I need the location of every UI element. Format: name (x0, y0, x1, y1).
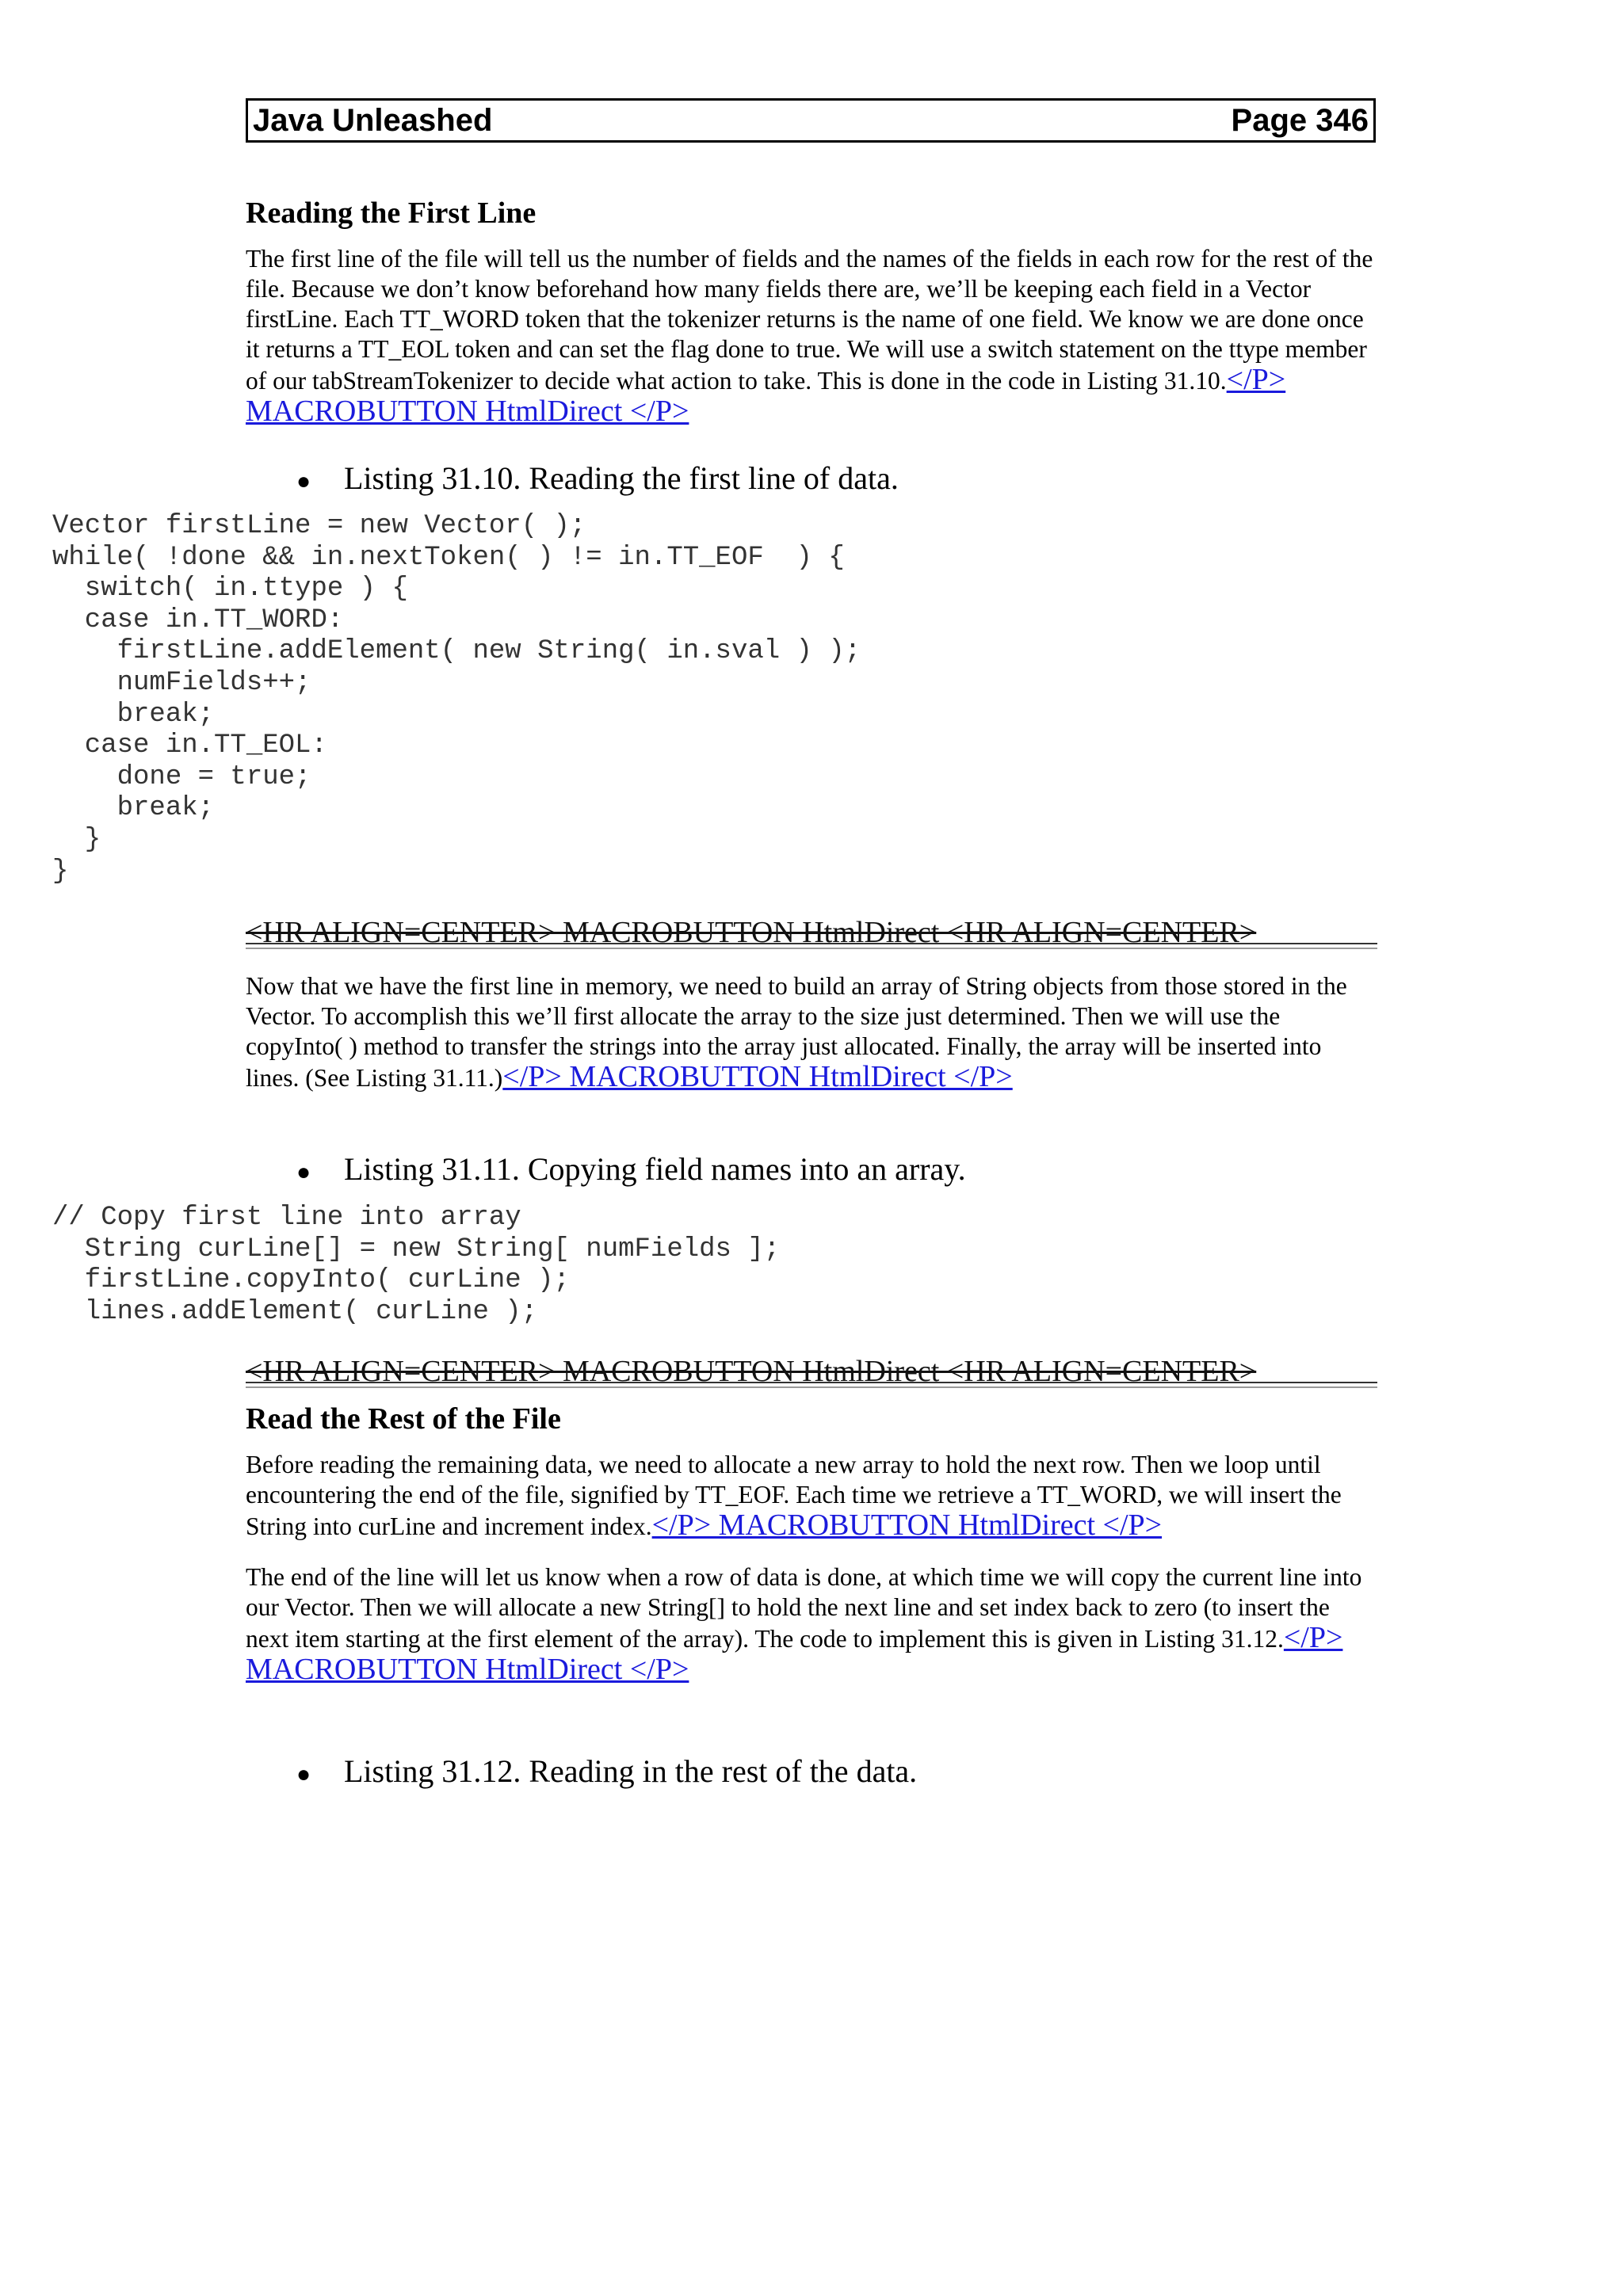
macrobutton-link[interactable]: </P> MACROBUTTON HtmlDirect </P> (651, 1508, 1163, 1542)
listing-caption-text: Listing 31.10. Reading the first line of data. (344, 460, 899, 496)
listing-caption-text: Listing 31.11. Copying field names into an array. (344, 1151, 966, 1187)
code-listing: Vector firstLine = new Vector( ); while( !done && in.nextToken( ) != in.TT_EOF ) { switch( in.ttype ) { case in.TT_WORD: firstLine.addElement( new String( in.sval ) ); numFields++; break; case in.TT_EOL: done = true; break; } } (52, 511, 861, 887)
bullet-icon: ● (296, 467, 311, 494)
listing-caption (296, 1150, 966, 1192)
section-paragraph (246, 1450, 1377, 1542)
section-rest-of-file (246, 1401, 1377, 1686)
paragraph-text: The first line of the file will tell us the number of fields and the names of the fields in each row for the rest of the file. Because we don’t know beforehand how many fields there are, we’ll be keeping each field in a Vector firstLine. Each TT_WORD token that the tokenizer returns is the name of one field. We know we are done once it returns a TT_EOL token and can set the flag done to true. We will use a switch statement on the ttype member of our tabStreamTokenizer to decide what action to take. This is done in the code in Listing 31.10. (246, 245, 1373, 395)
section-copy-array (246, 971, 1377, 1093)
page-number: Page 346 (1231, 102, 1369, 138)
running-header (246, 98, 1376, 143)
hr-macrobutton: <HR ALIGN=CENTER> MACROBUTTON HtmlDirect <HR ALIGN=CENTER> (246, 1353, 1377, 1390)
hr-macrobutton: <HR ALIGN=CENTER> MACROBUTTON HtmlDirect <HR ALIGN=CENTER> (246, 914, 1377, 951)
paragraph-text: Before reading the remaining data, we need to allocate a new array to hold the next row. Then we loop until encountering the end of the file, signified by TT_EOF. Each time we retrieve a TT_WORD, we will insert the String into curLine and increment index. (246, 1451, 1342, 1540)
section-paragraph (246, 244, 1377, 428)
section-heading: Reading the First Line (246, 196, 537, 230)
book-title: Java Unleashed (253, 102, 493, 138)
paragraph-text: Now that we have the first line in memory, we need to build an array of String objects from those stored in the Vector. To accomplish this we’ll first allocate the array to the size just determined. Then we will use the copyInto( ) method to transfer the strings into the array just allocated. Finally, the array will be inserted into lines. (See Listing 31.11.) (246, 972, 1347, 1092)
listing-caption (296, 1753, 917, 1794)
section-paragraph (246, 1562, 1377, 1686)
code-listing: // Copy first line into array String curLine[] = new String[ numFields ]; firstLine.copyInto( curLine ); lines.addElement( curLine ); (52, 1203, 781, 1327)
paragraph-text: The end of the line will let us know when a row of data is done, at which time we will copy the current line into our Vector. Then we will allocate a new String[] to hold the next line and set index back to zero (to insert the next item starting at the first element of the array). The code to implement this is given in Listing 31.12. (246, 1563, 1362, 1653)
macrobutton-link[interactable]: </P> MACROBUTTON HtmlDirect </P> (246, 363, 1286, 428)
bullet-icon: ● (296, 1760, 311, 1787)
bullet-icon: ● (296, 1158, 311, 1185)
macrobutton-link[interactable]: </P> MACROBUTTON HtmlDirect </P> (502, 1060, 1013, 1093)
listing-caption-text: Listing 31.12. Reading in the rest of the data. (344, 1753, 918, 1789)
section-first-line (246, 195, 1377, 428)
macrobutton-link[interactable]: </P> MACROBUTTON HtmlDirect </P> (246, 1621, 1343, 1686)
section-paragraph (246, 971, 1377, 1093)
section-heading: Read the Rest of the File (246, 1402, 561, 1436)
listing-caption (296, 460, 899, 501)
